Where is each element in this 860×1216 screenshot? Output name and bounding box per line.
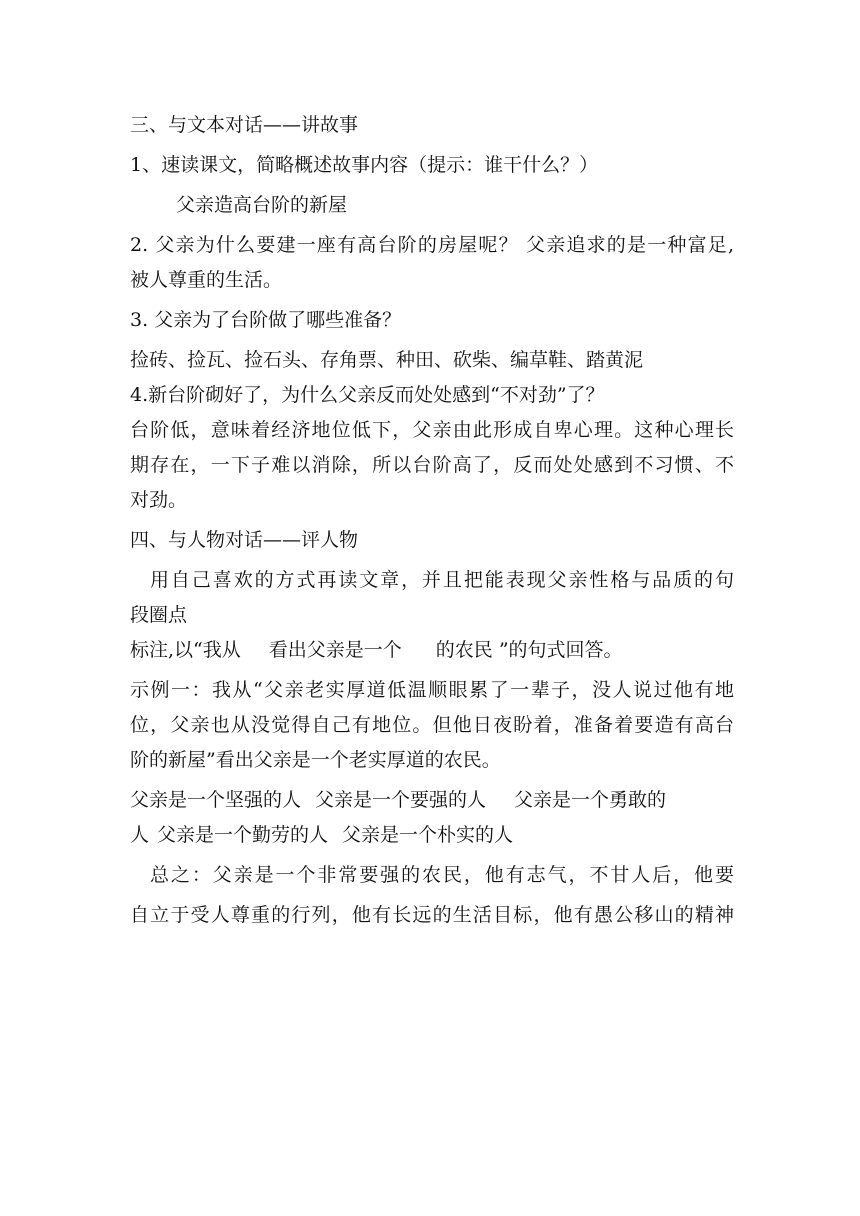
answer-3: 捡砖、捡瓦、捡石头、存角票、种田、砍柴、编草鞋、踏黄泥: [130, 349, 644, 371]
question-2-line-1: 2. 父亲为什么要建一座有高台阶的房屋呢？ 父亲追求的是一种富足,: [130, 234, 734, 256]
trait-3-end: 人: [130, 824, 150, 846]
section-4-heading: 四、与人物对话——评人物: [130, 529, 359, 551]
paragraph-2-part-c: 的农民 ”的句式回答。: [435, 639, 623, 661]
example-line-1: 示例一：我从“父亲老实厚道低温顺眼累了一辈子，没人说过他有地: [130, 679, 734, 701]
traits-line-1: [130, 783, 734, 818]
trait-5: 父亲是一个朴实的人: [342, 824, 514, 846]
traits-line-2: [130, 818, 734, 853]
paragraph-2-part-b: 看出父亲是一个: [268, 639, 402, 661]
document-body: [130, 108, 734, 933]
trait-2: 父亲是一个要强的人: [315, 789, 487, 811]
paragraph-2: [130, 633, 734, 668]
trait-4: 父亲是一个勤劳的人: [157, 824, 329, 846]
question-3: 3. 父亲为了台阶做了哪些准备？: [130, 309, 402, 331]
trait-1: 父亲是一个坚强的人: [130, 789, 302, 811]
answer-4-line-3: 对劲。: [130, 489, 188, 511]
paragraph-2-part-a: 标注,以“我从: [130, 639, 241, 661]
trait-3: 父亲是一个勇敢的: [514, 789, 667, 811]
answer-1: 父亲造高台阶的新屋: [176, 194, 348, 216]
example-line-2: 位，父亲也从没觉得自己有地位。但他日夜盼着，准备着要造有高台: [130, 714, 734, 736]
example-line-3: 阶的新屋”看出父亲是一个老实厚道的农民。: [130, 749, 501, 771]
summary-line-1: 总之：父亲是一个非常要强的农民，他有志气，不甘人后，他要: [150, 864, 734, 886]
paragraph-1-line-2: 段圈点: [130, 604, 188, 626]
summary-line-2: 自立于受人尊重的行列，他有长远的生活目标，他有愚公移山的精神: [130, 904, 734, 926]
answer-4-line-2: 期存在，一下子难以消除，所以台阶高了，反而处处感到不习惯、不: [130, 454, 734, 476]
question-4: 4.新台阶砌好了，为什么父亲反而处处感到“不对劲”了？: [130, 384, 605, 406]
question-1: 1、速读课文，简略概述故事内容（提示：谁干什么？）: [130, 154, 599, 176]
answer-4-line-1: 台阶低，意味着经济地位低下，父亲由此形成自卑心理。这种心理长: [130, 419, 734, 441]
paragraph-1-line-1: 用自己喜欢的方式再读文章，并且把能表现父亲性格与品质的句: [150, 569, 734, 591]
question-2-line-2: 被人尊重的生活。: [130, 269, 283, 291]
section-3-heading: 三、与文本对话——讲故事: [130, 114, 359, 136]
